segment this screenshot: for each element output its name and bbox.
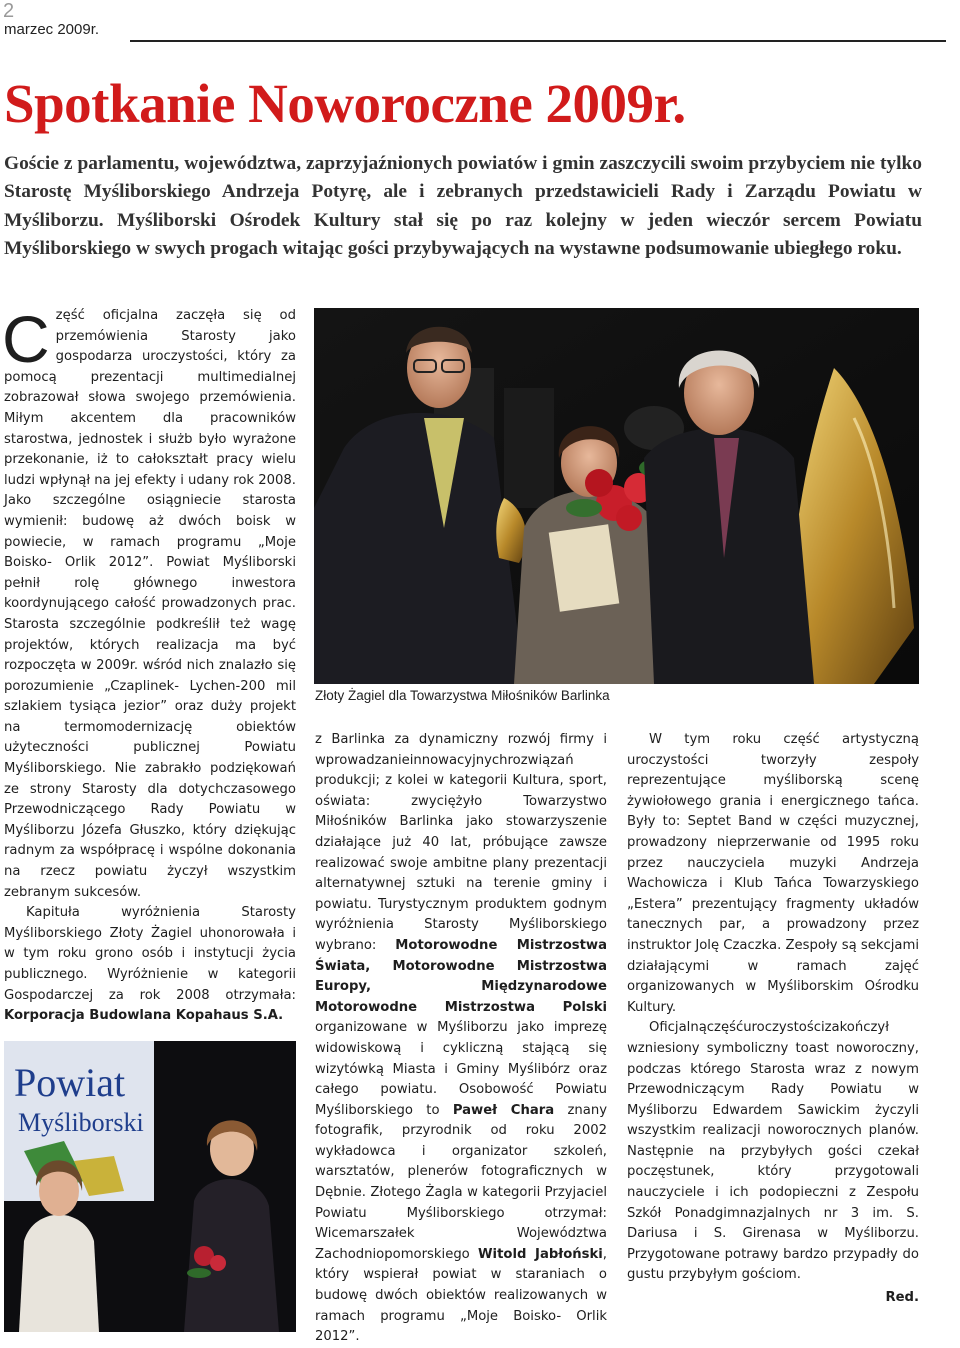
left-paragraph-1 bbox=[2, 302, 296, 903]
middle-bold-1: Motorowodne Mistrzostwa Świata, Motorowodne Mistrzostwa Europy, Międzynarodowe Motorowodne Mistrzostwa Polski bbox=[315, 937, 607, 1015]
issue-date: marzec 2009r. bbox=[4, 21, 100, 38]
page-number: 2 bbox=[3, 0, 15, 22]
middle-text-2: organizowane w Myśliborzu jako imprezę widowiskową i cykliczną stającą się wizytówką Miasta i Gminy Myślibórz oraz całego powiatu. Osobowość Powiatu Myśliborskiego to bbox=[315, 1020, 607, 1118]
column-right bbox=[627, 730, 919, 1309]
column-middle bbox=[315, 730, 607, 1348]
middle-text-3: znany fotografik, przyrodnik od roku 2002 wykładowca i organizator szkoleń, warsztatów, plenerów fotograficznych w Dębnie. Złotego Żagla w kategorii Przyjaciel Powiatu Myśliborskiego otrzymał: Wicemarszałek Województwa Zachodniopomorskiego bbox=[315, 1102, 607, 1262]
left-paragraph-2-text: Kapituła wyróżnienia Starosty Myśliborskiego Złoty Żagiel uhonorowała i w tym roku grono osób i instytucji życia publicznego. Wyróżnienie w kategorii Gospodarczej za rok 2008 otrzymała: bbox=[4, 905, 296, 1003]
header-rule bbox=[130, 40, 946, 42]
hostess-photo bbox=[4, 1041, 296, 1332]
left-paragraph-1-text: zęść oficjalna zaczęła się od przemówienia Starosty jako gospodarza uroczystości, który za pomocą prezentacji multimedialnej zobrazował słowa swojego przemówienia. Miłym akcentem dla pracowników starostwa, jednostek i służb było wyrażone przekonanie, iż to całokształt pracy wielu ludzi wpłynął na jej efekty i udany rok 2008. Jako szczególne osiągniecie starosta wymienił: budowę aż dwóch boisk w powiecie, w ramach programu „Moje Boisko- Orlik 2012”. Powiat Myśliborski pełnił rolę głównego inwestora koordynującego całość prowadzonych prac. Starosta szczególnie podkreślił też wagę projektów, których realizacja ma być rozpoczęta w 2009r. wśród nich znalazło się porozumienie „Czaplinek- Lychen-200 mil szlakiem tysiąca jezior” oraz duży projekt na termomodernizację obiektów użyteczności publicznej Powiatu Myśliborskiego. Nie zabrakło podziękowań ze strony Starosty dla dotychczasowego Przewodniczącego Rady Powiatu w Myśliborzu Józefa Głuszko, który dziękując radnym za współpracę i wspólne dokonania na rzecz powiatu życzył wszystkim zebranym sukcesów. bbox=[4, 308, 296, 900]
signature: Red. bbox=[885, 1290, 919, 1306]
middle-paragraph bbox=[315, 730, 607, 1348]
middle-text-1: z Barlinka za dynamiczny rozwój firmy i wprowadzanieinnowacyjnychrozwiązań produkcji; z kolei w kategorii Kultura, sport, oświata: zwyciężyło Towarzystwo Miłośników Barlinka jako stowarzyszenie działające już 40 lat, próbujące zawsze realizować swoje ambitne plany prezentacji alternatywnej sztuki na terenie gminy i powiatu. Turystycznym produktem godnym wyróżnienia Starosty Myśliborskiego wybrano: bbox=[315, 732, 607, 953]
middle-text-4: , który wspierał powiat w staraniach o budowę dwóch obiektów realizowanych w ramach programu „Moje Boisko- Orlik 2012”. bbox=[315, 1246, 607, 1345]
banner-line-2: Myśliborski bbox=[18, 1108, 144, 1137]
award-ceremony-photo bbox=[314, 308, 919, 684]
article-headline: Spotkanie Noworoczne 2009r. bbox=[4, 73, 686, 134]
main-photo bbox=[314, 308, 919, 684]
right-paragraph-2: Oficjalnączęśćuroczystościzakończył wzniesiony symboliczny toast noworoczny, podczas którego Starosta wraz z nowym Przewodniczącym Rady Powiatu w Myśliborzu Edwardem Sawickim życzyli wszystkim realizacji noworocznych planów. Następnie na przybyłych gości czekał poczęstunek, który przygotowali nauczyciele i ich podopieczni z Zespołu Szkół Ponadgimnazjalnych nr 3 im. S. Dariusa i S. Girenasa w Myśliborzu. Przygotowane potrawy bardzo przypadły do gustu przybyłym gościom. bbox=[627, 1020, 919, 1283]
left-paragraph-2 bbox=[4, 903, 296, 1027]
middle-bold-2: Paweł Chara bbox=[452, 1102, 555, 1118]
middle-bold-3: Witold Jabłoński bbox=[478, 1246, 603, 1262]
secondary-photo bbox=[4, 1041, 296, 1332]
column-left bbox=[2, 302, 296, 1027]
right-paragraph-1: W tym roku część artystyczną uroczystości tworzyły zespoły reprezentujące myśliborską scenę żywiołowego grania i energicznego tańca. Były to: Septet Band w części muzycznej, prowadzony nieprzerwanie od 1995 roku przez nauczyciela muzyki Andrzeja Wachowicza i Klub Tańca Towarzyskiego „Estera” prezentujący fragmenty układów tanecznych par, a prowadzony przez instruktor Jolę Czaczka. Zespoły są sekcjami działającymi w ramach zajęć organizowanych w Myśliborskim Ośrodku Kultury. bbox=[627, 732, 919, 1015]
article-lead: Goście z parlamentu, województwa, zaprzyjaźnionych powiatów i gmin zaszczycili swoim przybyciem nie tylko Starostę Myśliborskiego Andrzeja Potyrę, ale i zebranych przedstawicieli Rady i Zarządu Powiatu w Myśliborzu. Myśliborski Ośrodek Kultury stał się po raz kolejny w jeden wieczór sercem Powiatu Myśliborskiego w swych progach witając gości przybywających na wystawne podsumowanie ubiegłego roku. bbox=[4, 153, 922, 259]
photo-caption: Złoty Żagiel dla Towarzystwa Miłośników Barlinka bbox=[315, 688, 610, 703]
banner-line-1: Powiat bbox=[14, 1060, 126, 1105]
left-paragraph-2-bold: Korporacja Budowlana Kopahaus S.A. bbox=[4, 1008, 284, 1024]
drop-cap: C bbox=[2, 302, 50, 376]
